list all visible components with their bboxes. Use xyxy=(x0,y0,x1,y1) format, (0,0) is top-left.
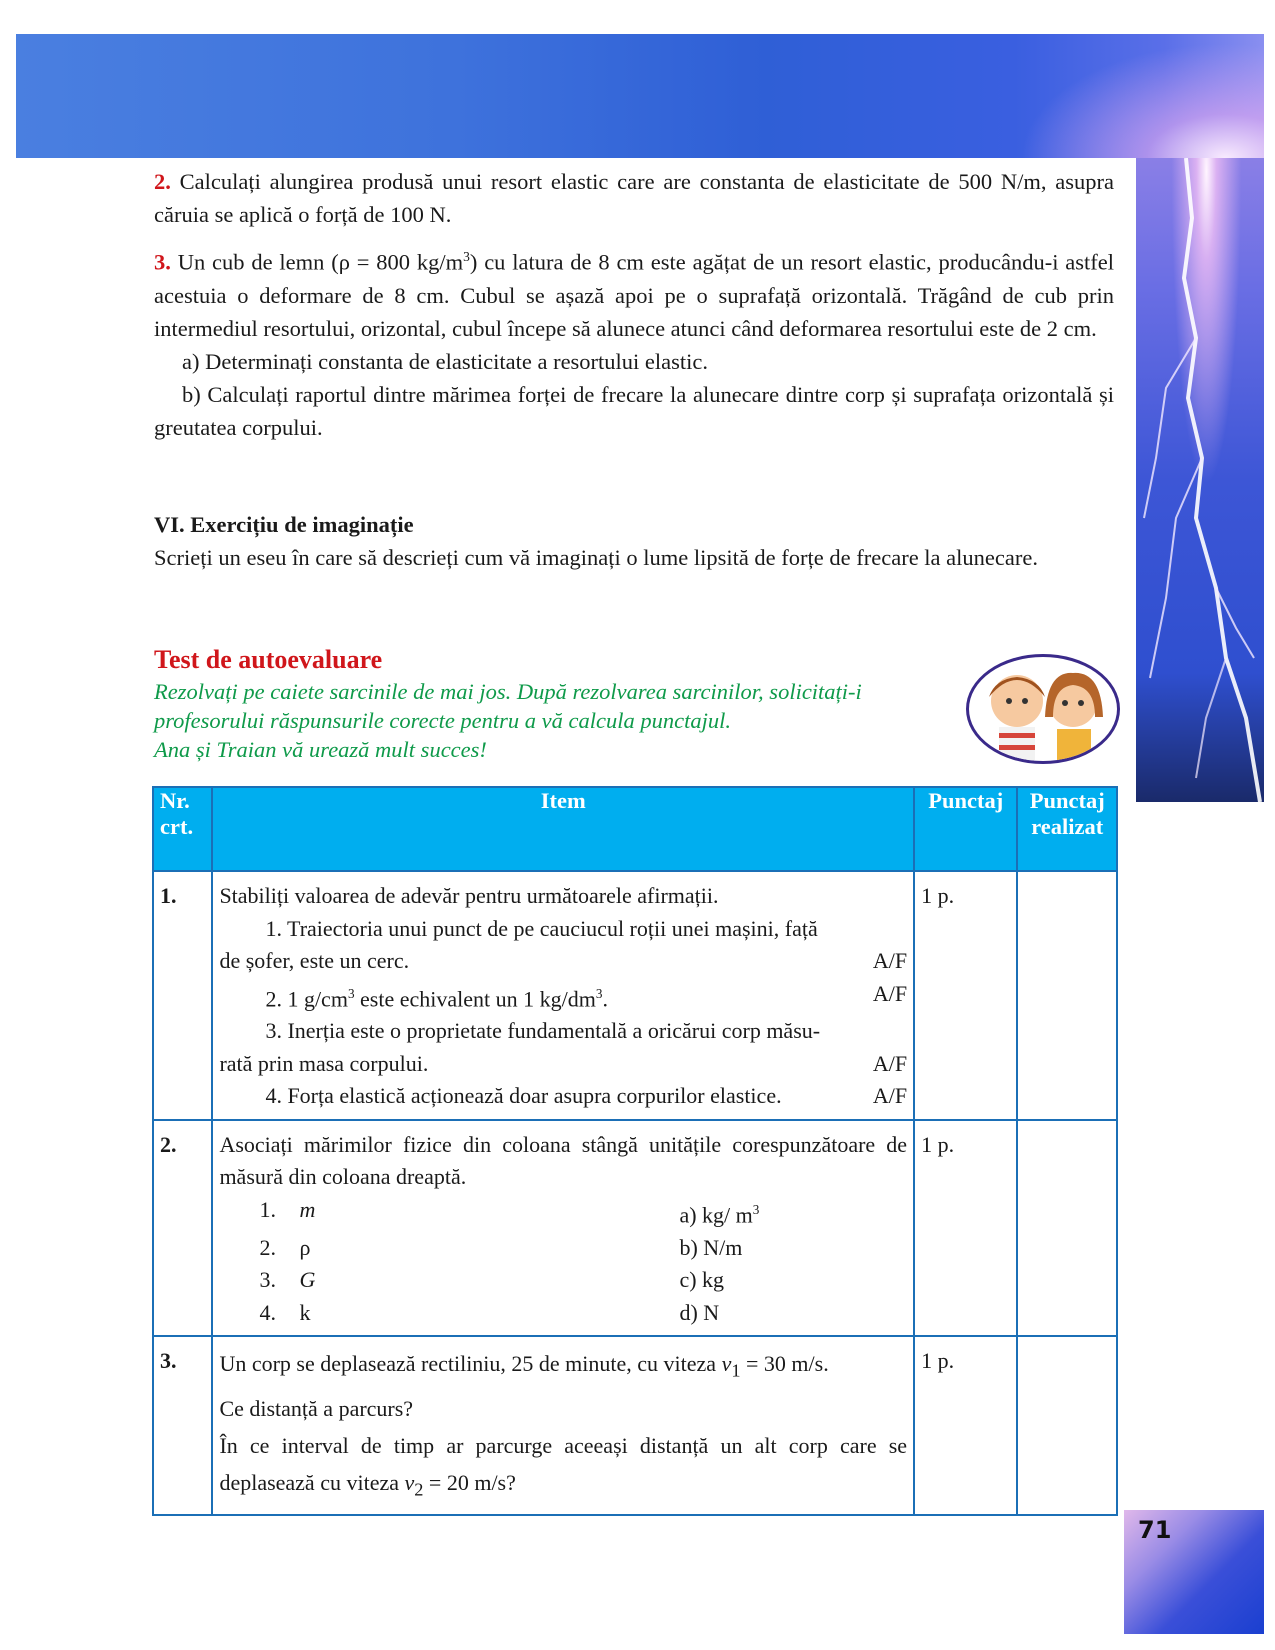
header-nr-line: crt. xyxy=(160,814,194,839)
statement-text: de șofer, este un cerc. xyxy=(219,948,410,973)
row-item xyxy=(212,871,914,1120)
instruction-line: Ana și Traian vă urează mult succes! xyxy=(154,737,487,762)
row-points: 1 p. xyxy=(914,871,1017,1120)
pair-unit xyxy=(679,1194,907,1232)
statement-text: 4. Forța elastică acționează doar asupra corpurilor elastice. xyxy=(265,1083,782,1109)
test-title: Test de autoevaluare xyxy=(154,645,383,674)
page-number-badge xyxy=(1124,1510,1264,1634)
header-item: Item xyxy=(212,787,914,871)
item-text: Un corp se deplasează rectiliniu, 25 de minute, cu viteza xyxy=(219,1351,722,1377)
page-number: 71 xyxy=(1138,1516,1172,1544)
exercise-2 xyxy=(154,165,1114,231)
item-line xyxy=(219,1345,907,1389)
statement-part: este echivalent un 1 kg/dm xyxy=(354,985,596,1011)
exercise-3 xyxy=(154,240,1114,444)
statement-1b xyxy=(219,945,907,978)
item-text: = 30 m/s. xyxy=(740,1351,829,1377)
row-points: 1 p. xyxy=(914,1120,1017,1336)
statement-part: 2. 1 g/cm xyxy=(265,985,348,1011)
statement-4 xyxy=(219,1080,907,1113)
exercise-part-b: b) Calculați raportul dintre mărimea forței de frecare la alunecare dintre corp și suprafața orizontală și greutatea corpului. xyxy=(154,381,1114,440)
table-row xyxy=(153,871,1117,1120)
table-header-row xyxy=(153,787,1117,871)
header-banner xyxy=(16,34,1264,158)
row-number: 1. xyxy=(153,871,212,1120)
header-punctaj: Punctaj xyxy=(914,787,1017,871)
pair-unit: b) N/m xyxy=(679,1234,743,1260)
exercise-part-a: a) Determinați constanta de elasticitate a resortului elastic. xyxy=(182,348,709,374)
header-realizat-line: realizat xyxy=(1031,814,1104,839)
pair-unit: d) N xyxy=(679,1299,720,1325)
statement-1a: 1. Traiectoria unui punct de pe cauciucul roții unei mașini, față xyxy=(265,915,818,941)
row-points: 1 p. xyxy=(914,1336,1017,1515)
header-realizat-line: Punctaj xyxy=(1029,788,1105,813)
exercise-number: 2. xyxy=(154,169,171,194)
superscript: 3 xyxy=(752,1201,760,1217)
item-intro: Asociați mărimilor fizice din coloana stângă unitățile corespunzătoare de măsură din coloana dreaptă. xyxy=(219,1131,908,1190)
match-pair xyxy=(219,1232,907,1265)
superscript: 3 xyxy=(347,985,355,1001)
row-score-achieved xyxy=(1017,871,1117,1120)
exercise-text: Calculați alungirea produsă unui resort elastic care are constanta de elasticitate de 500 N/m, asupra căruia se aplică o forță de 100 N. xyxy=(154,169,1114,227)
section-vi xyxy=(154,508,1114,574)
lightning-image xyxy=(1136,158,1264,802)
header-nr xyxy=(153,787,212,871)
exercise-text-a: Un cub de lemn (ρ = 800 kg/m xyxy=(177,249,464,275)
instruction-line: profesorului răspunsurile corecte pentru a vă calcula punctajul. xyxy=(154,708,732,733)
subscript: 1 xyxy=(731,1360,741,1381)
match-pair xyxy=(219,1264,907,1297)
pair-number: 1. xyxy=(259,1196,276,1222)
variable: v xyxy=(721,1351,732,1377)
section-title: VI. Exercițiu de imaginație xyxy=(154,512,414,537)
pair-quantity: ρ xyxy=(299,1234,311,1260)
pair-unit: c) kg xyxy=(679,1267,725,1293)
item-text: În ce interval de timp ar parcurge aceeași distanță un alt corp care se deplasează cu viteza xyxy=(219,1432,908,1495)
exercise-text-b: ) cu latura de 8 cm este agățat de un resort elastic, producându-i astfel acestuia o deformare de 8 cm. Cubul se așază apoi pe o suprafață orizontală. Trăgând de cub prin intermediul resortului, orizontal, cubul începe să alunece atunci când deformarea resortului este de 2 cm. xyxy=(154,249,1114,341)
statement-3a: 3. Inerția este o proprietate fundamentală a oricărui corp măsu- xyxy=(265,1018,821,1044)
instruction-line: Rezolvați pe caiete sarcinile de mai jos. După rezolvarea sarcinilor, solicitați-i xyxy=(154,679,862,704)
row-item xyxy=(212,1336,914,1515)
section-text: Scrieți un eseu în care să descrieți cum vă imaginați o lume lipsită de forțe de frecare la alunecare. xyxy=(154,545,1038,570)
table-row xyxy=(153,1336,1117,1515)
af-choice: A/F xyxy=(872,1083,908,1109)
superscript: 3 xyxy=(595,985,603,1001)
row-score-achieved xyxy=(1017,1120,1117,1336)
kids-illustration xyxy=(966,654,1120,764)
statement-text: rată prin masa corpului. xyxy=(219,1050,429,1076)
pair-quantity: m xyxy=(299,1196,316,1222)
table-row xyxy=(153,1120,1117,1336)
test-intro xyxy=(154,643,954,764)
pair-number: 2. xyxy=(259,1234,276,1260)
af-choice: A/F xyxy=(872,980,908,1006)
item-text: = 20 m/s? xyxy=(423,1469,516,1495)
statement-3b xyxy=(219,1048,907,1081)
statement-2 xyxy=(219,978,907,1016)
pair-number: 4. xyxy=(259,1299,276,1325)
item-intro: Stabiliți valoarea de adevăr pentru următoarele afirmații. xyxy=(219,883,719,908)
pair-quantity: G xyxy=(299,1267,316,1293)
header-punctaj-realizat xyxy=(1017,787,1117,871)
af-choice: A/F xyxy=(872,1050,908,1076)
header-nr-line: Nr. xyxy=(160,788,190,813)
match-pair xyxy=(219,1194,907,1232)
statement-text xyxy=(265,978,608,1016)
row-number: 2. xyxy=(153,1120,212,1336)
item-line: Ce distanță a parcurs? xyxy=(219,1395,414,1421)
pair-number: 3. xyxy=(259,1267,276,1293)
pair-quantity: k xyxy=(299,1299,311,1325)
superscript: 3 xyxy=(463,249,470,264)
af-choice: A/F xyxy=(872,948,908,973)
row-item xyxy=(212,1120,914,1336)
statement-part: . xyxy=(602,985,608,1011)
match-pair xyxy=(219,1297,907,1330)
self-evaluation-table xyxy=(152,786,1118,1516)
variable: v xyxy=(404,1469,415,1495)
subscript: 2 xyxy=(414,1478,424,1499)
row-score-achieved xyxy=(1017,1336,1117,1515)
row-number: 3. xyxy=(153,1336,212,1515)
item-line xyxy=(219,1427,907,1508)
unit-text: a) kg/ m xyxy=(679,1202,753,1228)
exercise-number: 3. xyxy=(154,249,171,275)
